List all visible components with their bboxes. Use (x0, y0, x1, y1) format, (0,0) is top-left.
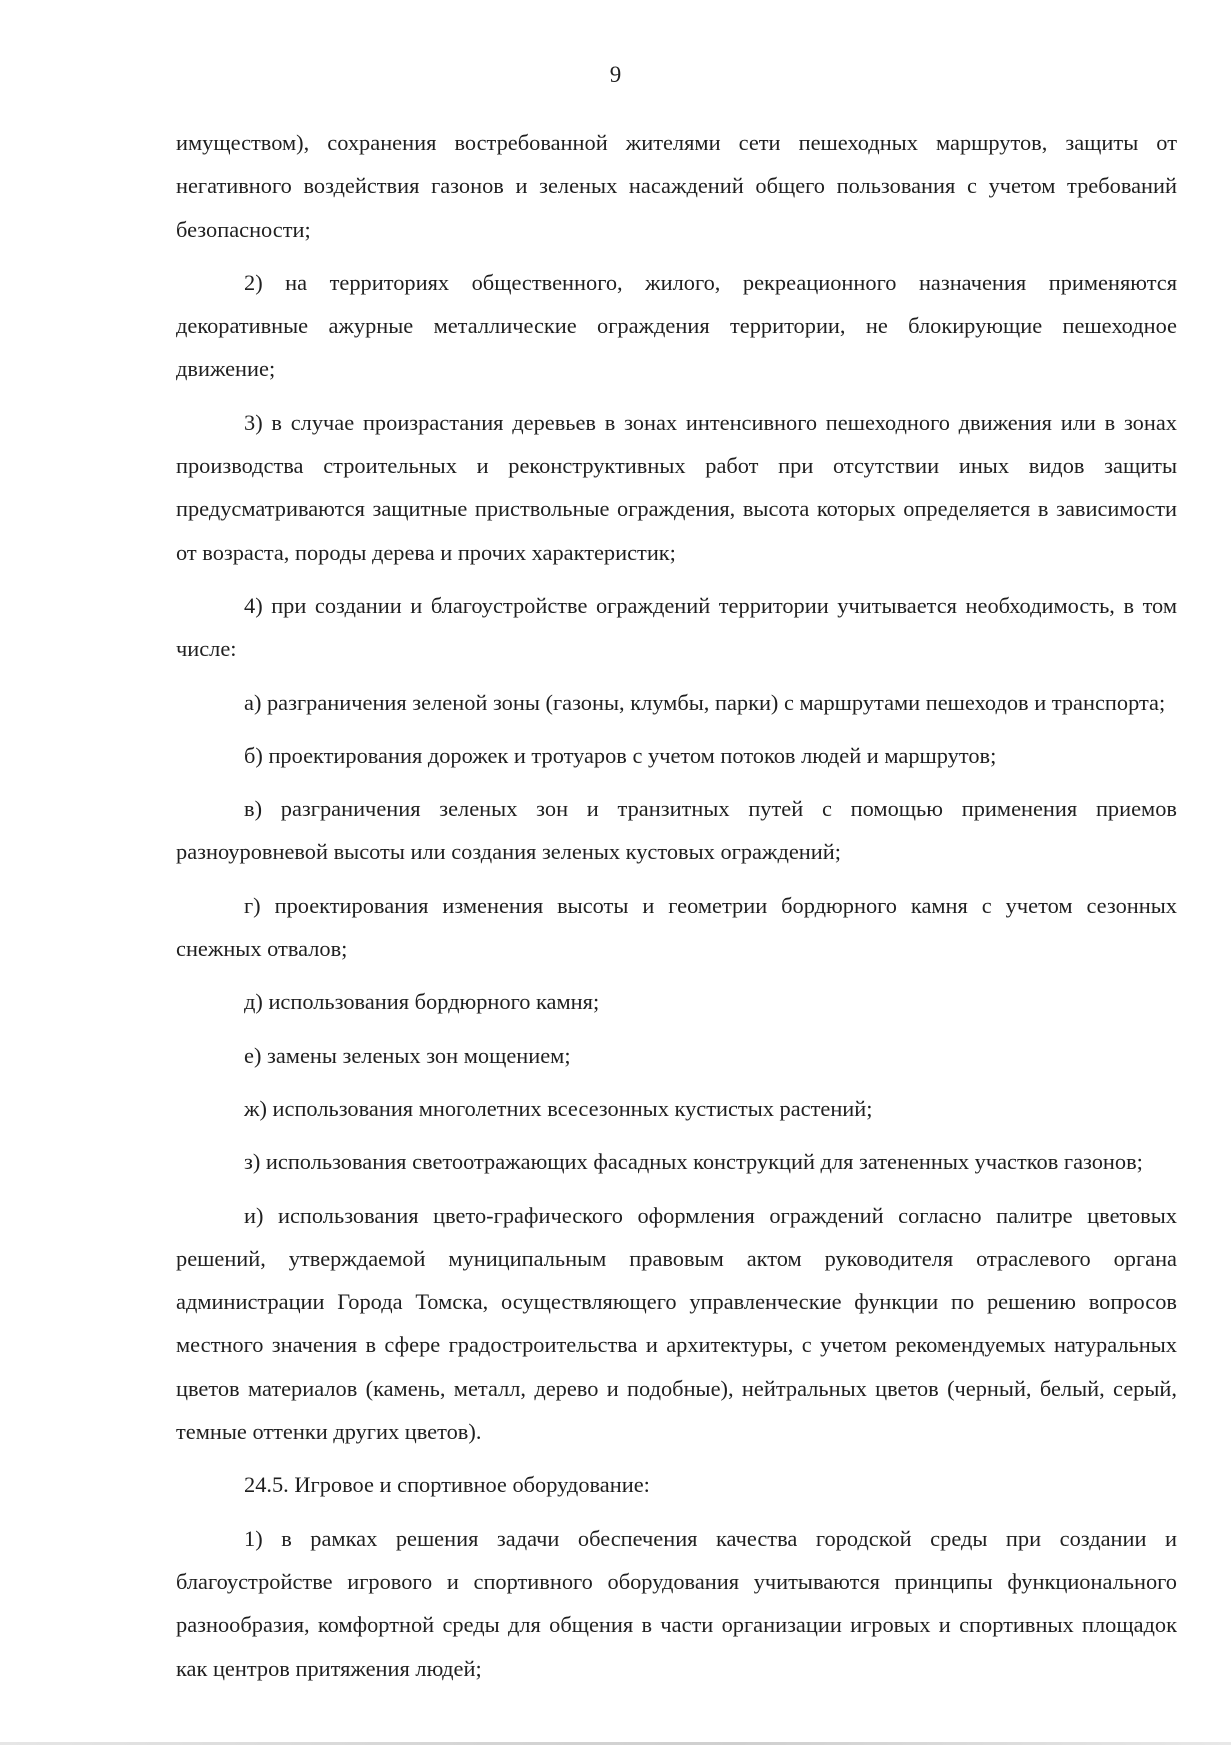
paragraph-subitem-e: е) замены зеленых зон мощением; (244, 1042, 571, 1068)
paragraph-subitem-g: г) проектирования изменения высоты и геометрии бордюрного камня с учетом сезонных снежных отвалов; (176, 892, 1177, 962)
page-number: 9 (609, 62, 622, 87)
paragraph-subitem-v: в) разграничения зеленых зон и транзитных путей с помощью применения приемов разноуровневой высоты или создания зеленых кустовых ограждений; (176, 796, 1177, 865)
document-body (176, 121, 1177, 1700)
paragraph-subitem-b: б) проектирования дорожек и тротуаров с учетом потоков людей и маршрутов; (244, 742, 997, 768)
paragraph-item-2: 2) на территориях общественного, жилого, рекреационного назначения применяются декоративные ажурные металлические ограждения территории, не блокирующие пешеходное движение; (176, 269, 1177, 382)
paragraph-continuation: имуществом), сохранения востребованной жителями сети пешеходных маршрутов, защиты от негативного воздействия газонов и зеленых насаждений общего пользования с учетом требований безопасности; (176, 130, 1177, 242)
paragraph-item-4: 4) при создании и благоустройстве ограждений территории учитывается необходимость, в том числе: (176, 592, 1177, 662)
paragraph-subitem-d: д) использования бордюрного камня; (244, 989, 600, 1015)
paragraph-24-5-item-1: 1) в рамках решения задачи обеспечения качества городской среды при создании и благоустройстве игрового и спортивного оборудования учитываются принципы функционального разнообразия, комфортной среды для общения в части организации игровых и спортивных площадок как центров притяжения людей; (176, 1525, 1177, 1681)
paragraph-item-3: 3) в случае произрастания деревьев в зонах интенсивного пешеходного движения или в зонах производства строительных и реконструктивных работ при отсутствии иных видов защиты предусматриваются защитные приствольные ограждения, высота которых определяется в зависимости от возраста, породы дерева и прочих характеристик; (176, 409, 1177, 565)
scan-edge-line (0, 1742, 1231, 1745)
section-heading-24-5: 24.5. Игровое и спортивное оборудование: (244, 1472, 650, 1498)
paragraph-subitem-z: з) использования светоотражающих фасадных конструкций для затененных участков газонов; (244, 1149, 1143, 1175)
paragraph-subitem-a: а) разграничения зеленой зоны (газоны, клумбы, парки) с маршрутами пешеходов и транспорта; (244, 689, 1166, 715)
paragraph-subitem-zh: ж) использования многолетних всесезонных кустистых растений; (244, 1095, 873, 1121)
paragraph-subitem-i: и) использования цвето-графического оформления ограждений согласно палитре цветовых решений, утверждаемой муниципальным правовым актом руководителя отраслевого органа администрации Города Томска, осуществляющего управленческие функции по решению вопросов местного значения в сфере градостроительства и архитектуры, с учетом рекомендуемых натуральных цветов материалов (камень, металл, дерево и подобные), нейтральных цветов (черный, белый, серый, темные оттенки других цветов). (176, 1202, 1177, 1445)
